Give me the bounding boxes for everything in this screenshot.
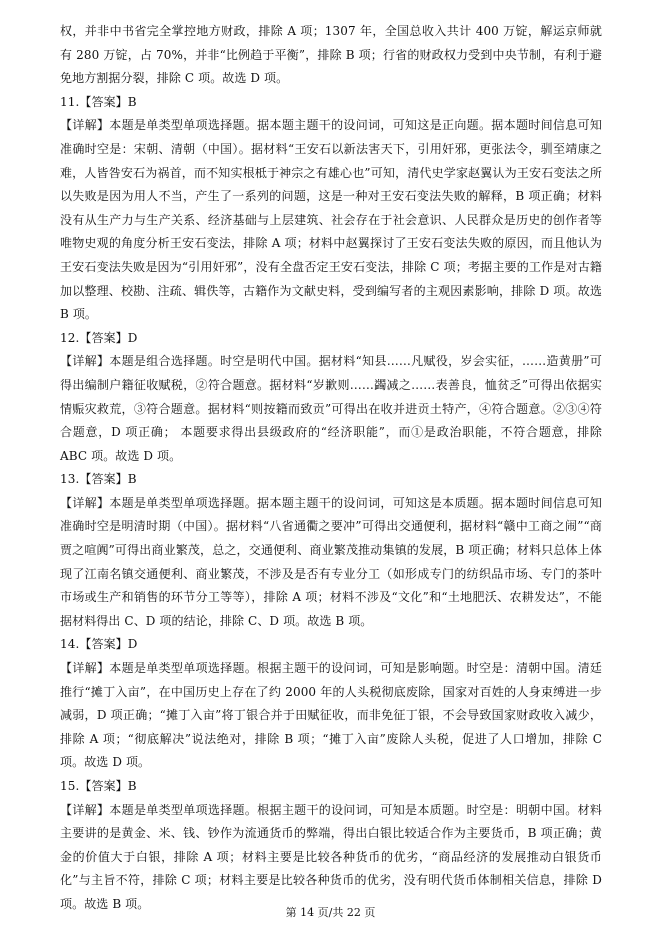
answer-detail: 【详解】本题是组合选择题。时空是明代中国。据材料“知县……凡赋役，岁会实征，……造黄册”可得出编制户籍征收赋税，②符合题意。据材料“岁歉则……蠲减之……表善良，恤贫乏”可得出依据实情赈灾救荒，③符合题意。据材料“则按籍而致贡”可得出在收并进贡土特产，④符合题意。②③④符合题意，D 项正确； 本题要求得出县级政府的“经济职能”，而①是政治职能，不符合题意，排除 ABC 项。故选 D 项。 [60, 354, 602, 463]
page-number-footer: 第 14 页/共 22 页 [285, 906, 376, 919]
document-body [60, 20, 602, 917]
answer-heading: 11.【答案】B [60, 94, 137, 109]
continuation-paragraph: 权，并非中书省完全掌控地方财政，排除 A 项；1307 年，全国总收入共计 400 万锭，解运京师就有 280 万锭，占 70%，并非“比例趋于平衡”，排除 B 项；行省的财政权力受到中央节制，有利于避免地方割据分裂，排除 C 项。故选 D 项。 [60, 24, 602, 86]
question-14 [60, 633, 602, 775]
question-12 [60, 327, 602, 469]
answer-detail: 【详解】本题是单类型单项选择题。据本题主题干的设问词，可知这是正向题。据本题时间信息可知准确时空是：宋朝、清朝（中国）。据材料“王安石以新法害天下，引用奸邪，更张法令，驯至靖康之难，人皆咎安石为祸首，而不知实根柢于神宗之有雄心也”可知，清代史学家赵翼认为王安石变法之所以失败是因为用人不当，产生了一系列的问题，这是一种对王安石变法失败的解释，B 项正确；材料没有从生产力与生产关系、经济基础与上层建筑、社会存在于社会意识、人民群众是历史的创作者等唯物史观的角度分析王安石变法，排除 A 项；材料中赵翼探讨了王安石变法失败的原因，而且他认为王安石变法失败是因为“引用奸邪”，没有全盘否定王安石变法，排除 C 项；考据主要的工作是对古籍加以整理、校勘、注疏、辑佚等，古籍作为文献史料，受到编写者的主观因素影响，排除 D 项。故选 B 项。 [60, 118, 602, 322]
question-13 [60, 468, 602, 633]
answer-detail: 【详解】本题是单类型单项选择题。据本题主题干的设问词，可知这是本质题。据本题时间信息可知准确时空是明清时期（中国）。据材料“八省通衢之要冲”可得出交通便利，据材料“赣中工商之闹”“商贾之喧阗”可得出商业繁茂，总之，交通便利、商业繁茂推动集镇的发展，B 项正确；材料只总体上体现了江南名镇交通便利、商业繁茂，不涉及是否有专业分工（如形成专门的纺织品市场、专门的茶叶市场或生产和销售的环节分工等等），排除 A 项；材料不涉及“文化”和“土地肥沃、农耕发达”，不能据材料得出 C、D 项的结论，排除 C、D 项。故选 B 项。 [60, 495, 602, 628]
question-15 [60, 775, 602, 917]
answer-heading: 12.【答案】D [60, 330, 138, 345]
answer-detail: 【详解】本题是单类型单项选择题。根据主题干的设问词，可知是本质题。时空是：明朝中国。材料主要讲的是黄金、米、钱、钞作为流通货币的弊端，得出白银比较适合作为主要货币，B 项正确；黄金的价值大于白银，排除 A 项；材料主要是比较各种货币的优劣，“商品经济的发展推动白银货币化”与主旨不符，排除 C 项；材料主要是比较各种货币的优劣，没有明代货币体制相关信息，排除 D 项。故选 B 项。 [60, 802, 602, 911]
answer-detail: 【详解】本题是单类型单项选择题。根据主题干的设问词，可知是影响题。时空是：清朝中国。清廷推行“摊丁入亩”，在中国历史上存在了约 2000 年的人头税彻底废除，国家对百姓的人身束缚进一步减弱，D 项正确；“摊丁入亩”将丁银合并于田赋征收，而非免征丁银，不会导致国家财政收入减少，排除 A 项；“彻底解决”说法绝对，排除 B 项；“摊丁入亩”废除人头税，促进了人口增加，排除 C 项。故选 D 项。 [60, 661, 602, 770]
answer-heading: 13.【答案】B [60, 472, 137, 487]
answer-heading: 14.【答案】D [60, 637, 138, 652]
question-11 [60, 91, 602, 327]
answer-heading: 15.【答案】B [60, 779, 137, 793]
